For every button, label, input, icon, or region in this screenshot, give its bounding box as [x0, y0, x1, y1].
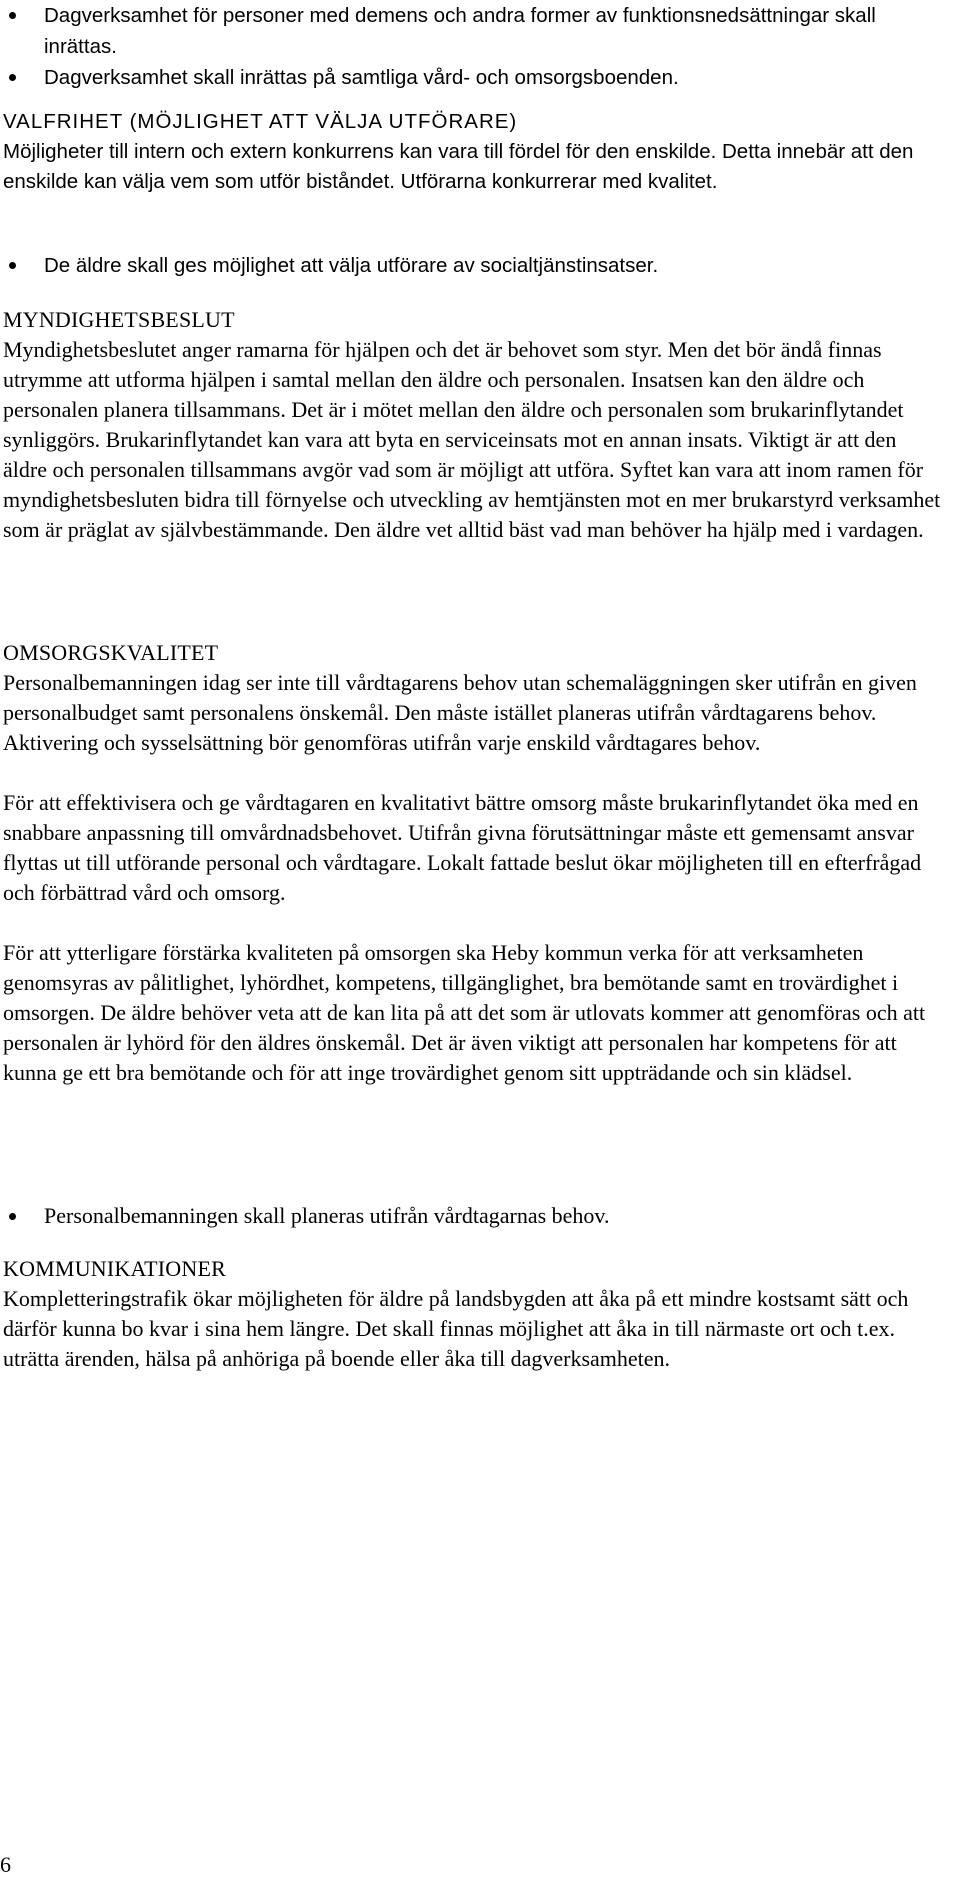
bullet-text: Dagverksamhet för personer med demens och andra former av funktionsnedsättningar skall inrättas.	[44, 4, 876, 58]
section-paragraph: För att effektivisera och ge vårdtagaren en kvalitativt bättre omsorg måste brukarinflytandet öka med en snabbare anpassning till omvårdnadsbehovet. Utifrån givna förutsättningar måste ett gemensamt ansvar flyttas ut till utförande personal och vårdtagare. Lokalt fattade beslut ökar möjligheten till en efterfrågad och förbättrad vård och omsorg.	[3, 790, 922, 905]
omsorgskvalitet-bullet-list	[0, 1201, 930, 1231]
section-myndighetsbeslut	[3, 305, 943, 545]
bullet-text: Personalbemanningen skall planeras utifrån vårdtagarnas behov.	[44, 1203, 610, 1228]
bullet-text: Dagverksamhet skall inrättas på samtliga vård- och omsorgsboenden.	[44, 66, 679, 89]
section-paragraph: Möjligheter till intern och extern konkurrens kan vara till fördel för den enskilde. Detta innebär att den enskilde kan välja vem som utför biståndet. Utförarna konkurrerar med kvalitet.	[3, 140, 914, 193]
valfrihet-bullet-list	[0, 250, 930, 281]
section-heading: VALFRIHET (MÖJLIGHET ATT VÄLJA UTFÖRARE)	[3, 110, 518, 133]
list-item	[0, 1201, 930, 1231]
section-paragraph: För att ytterligare förstärka kvaliteten på omsorgen ska Heby kommun verka för att verksamheten genomsyras av pålitlighet, lyhördhet, kompetens, tillgänglighet, bra bemötande samt en trovärdighet i omsorgen. De äldre behöver veta att de kan lita på att det som är utlovats kommer att genomföras och att personalen är lyhörd för den äldres önskemål. Det är även viktigt att personalen har kompetens för att kunna ge ett bra bemötande och för att inge trovärdighet genom sitt uppträdande och sin klädsel.	[3, 940, 926, 1085]
section-heading: KOMMUNIKATIONER	[3, 1256, 226, 1281]
section-kommunikationer	[3, 1254, 943, 1374]
section-omsorgskvalitet	[3, 638, 943, 1088]
list-item	[0, 0, 930, 62]
section-valfrihet	[3, 107, 943, 197]
list-item	[0, 62, 930, 93]
bullet-text: De äldre skall ges möjlighet att välja utförare av socialtjänstinsatser.	[44, 254, 659, 277]
bullet-icon	[9, 1213, 16, 1220]
section-paragraph: Myndighetsbeslutet anger ramarna för hjälpen och det är behovet som styr. Men det bör ändå finnas utrymme att utforma hjälpen i samtal mellan den äldre och personalen. Insatsen kan den äldre och personalen planera tillsammans. Det är i mötet mellan den äldre och personalen som brukarinflytandet synliggörs. Brukarinflytandet kan vara att byta en serviceinsats mot en annan insats. Viktigt är att den äldre och personalen tillsammans avgör vad som är möjligt att utföra. Syftet kan vara att inom ramen för myndighetsbesluten bidra till förnyelse och utveckling av hemtjänsten mot en mer brukarstyrd verksamhet som är präglat av självbestämmande. Den äldre vet alltid bäst vad man behöver ha hjälp med i vardagen.	[3, 337, 941, 542]
list-item	[0, 250, 930, 281]
page-number: 6	[0, 1852, 11, 1877]
bullet-icon	[9, 262, 16, 269]
bullet-icon	[9, 12, 16, 19]
section-paragraph: Kompletteringstrafik ökar möjligheten för äldre på landsbygden att åka på ett mindre kostsamt sätt och därför kunna bo kvar i sina hem längre. Det skall finnas möjlighet att åka in till närmaste ort och t.ex. uträtta ärenden, hälsa på anhöriga på boende eller åka till dagverksamheten.	[3, 1286, 909, 1371]
section-heading: OMSORGSKVALITET	[3, 640, 219, 665]
bullet-icon	[9, 74, 16, 81]
section-heading: MYNDIGHETSBESLUT	[3, 307, 235, 332]
section-paragraph: Personalbemanningen idag ser inte till vårdtagarens behov utan schemaläggningen sker utifrån en given personalbudget samt personalens önskemål. Den måste istället planeras utifrån vårdtagarens behov. Aktivering och sysselsättning bör genomföras utifrån varje enskild vårdtagares behov.	[3, 670, 917, 755]
intro-bullet-list	[0, 0, 930, 93]
